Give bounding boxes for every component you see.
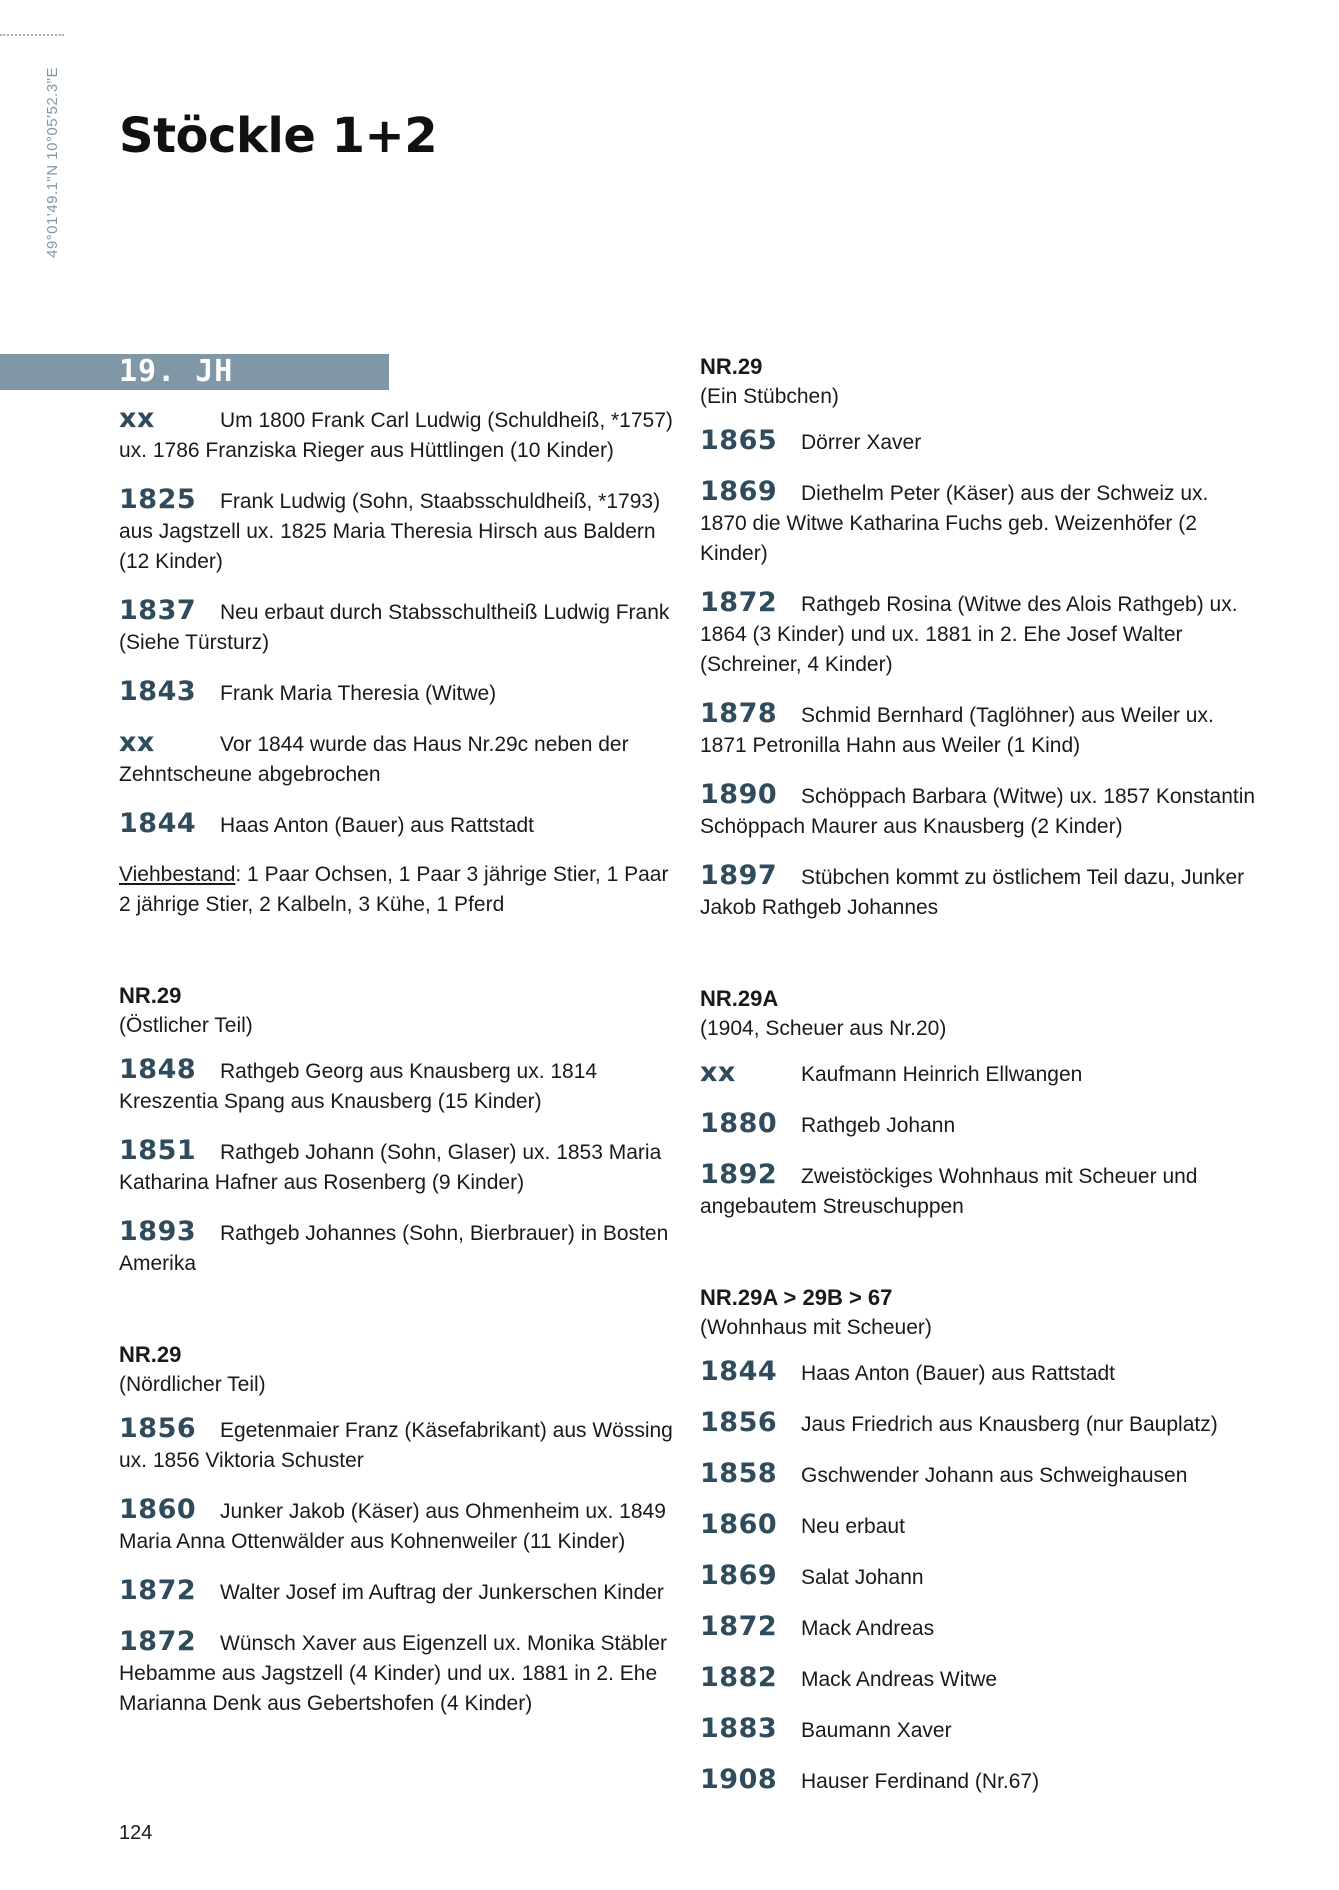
list-item [700, 1561, 1260, 1593]
entry-year: xx [119, 403, 155, 434]
entry-text: Rathgeb Johann (Sohn, Glaser) ux. 1853 Maria Katharina Hafner aus Rosenberg (9 Kinder) [119, 1141, 662, 1194]
entry-year: 1844 [700, 1356, 778, 1387]
entry-text: Dörrer Xaver [801, 431, 922, 454]
list-item [119, 809, 679, 841]
entry-text: Haas Anton (Bauer) aus Rattstadt [220, 814, 535, 837]
entry-text: Hauser Ferdinand (Nr.67) [801, 1770, 1040, 1793]
entry-text: Mack Andreas [801, 1617, 935, 1640]
list-item [700, 1663, 1260, 1695]
entry-text: Vor 1844 wurde das Haus Nr.29c neben der Zehntscheune abgebrochen [119, 733, 629, 786]
entry-year: 1865 [700, 425, 778, 456]
entry-year: xx [700, 1057, 736, 1088]
list-item [700, 477, 1260, 569]
entry-year: 1872 [700, 587, 778, 618]
list-item [119, 677, 679, 709]
entry-text: Kaufmann Heinrich Ellwangen [801, 1063, 1083, 1086]
list-item [700, 1408, 1260, 1440]
entry-year: 1878 [700, 698, 778, 729]
entry-year: 1858 [700, 1458, 778, 1489]
entry-text: Stübchen kommt zu östlichem Teil dazu, Junker Jakob Rathgeb Johannes [700, 866, 1245, 919]
entry-text: Rathgeb Johann [801, 1114, 956, 1137]
section-title: NR.29 [119, 1342, 182, 1367]
section-nr29-east [119, 981, 679, 1279]
section-subtitle: (Östlicher Teil) [119, 1014, 253, 1037]
entry-year: 1872 [700, 1611, 778, 1642]
livestock-label: Viehbestand [119, 863, 236, 886]
entry-text: Mack Andreas Witwe [801, 1668, 998, 1691]
list-item [119, 1414, 679, 1476]
entry-text: Junker Jakob (Käser) aus Ohmenheim ux. 1849 Maria Anna Ottenwälder aus Kohnenweiler (11 Kinder) [119, 1500, 666, 1553]
section-nr29-north [119, 1340, 679, 1719]
list-item [119, 1136, 679, 1198]
entry-year: 1860 [700, 1509, 778, 1540]
entry-text: Salat Johann [801, 1566, 924, 1589]
section-nr29-stuebchen [700, 352, 1260, 923]
entry-text: Egetenmaier Franz (Käsefabrikant) aus Wössing ux. 1856 Viktoria Schuster [119, 1419, 673, 1472]
entry-year: 1860 [119, 1494, 197, 1525]
list-item [119, 1495, 679, 1557]
entry-year: 1825 [119, 484, 197, 515]
left-column [119, 404, 679, 1738]
entry-year: 1856 [700, 1407, 778, 1438]
livestock-note [119, 860, 679, 920]
section-title: NR.29 [119, 983, 182, 1008]
page-number: 124 [119, 1822, 153, 1844]
section-title: NR.29A > 29B > 67 [700, 1285, 893, 1310]
list-item [700, 1160, 1260, 1222]
livestock-text: : 1 Paar Ochsen, 1 Paar 3 jährige Stier, 1 Paar 2 jährige Stier, 2 Kalbeln, 3 Kühe, 1 Pferd [119, 863, 669, 916]
entry-text: Rathgeb Johannes (Sohn, Bierbrauer) in Bosten Amerika [119, 1222, 669, 1275]
entry-text: Schmid Bernhard (Taglöhner) aus Weiler ux. 1871 Petronilla Hahn aus Weiler (1 Kind) [700, 704, 1214, 757]
entry-list [700, 1058, 1260, 1222]
list-item [119, 404, 679, 466]
entry-text: Frank Maria Theresia (Witwe) [220, 682, 497, 705]
entry-year: 1892 [700, 1159, 778, 1190]
list-item [700, 1058, 1260, 1090]
entry-text: Frank Ludwig (Sohn, Staabsschuldheiß, *1793) aus Jagstzell ux. 1825 Maria Theresia Hirsch aus Baldern (12 Kinder) [119, 490, 661, 573]
century-entries [119, 404, 679, 920]
list-item [119, 1055, 679, 1117]
entry-list [119, 404, 679, 841]
entry-list [700, 426, 1260, 923]
list-item [700, 426, 1260, 458]
list-item [700, 1459, 1260, 1491]
entry-year: 1897 [700, 860, 778, 891]
entry-text: Haas Anton (Bauer) aus Rattstadt [801, 1362, 1116, 1385]
section-title: NR.29 [700, 354, 763, 379]
entry-year: 1851 [119, 1135, 197, 1166]
entry-text: Baumann Xaver [801, 1719, 952, 1742]
entry-year: 1848 [119, 1054, 197, 1085]
entry-text: Jaus Friedrich aus Knausberg (nur Bauplatz) [801, 1413, 1218, 1436]
list-item [700, 1714, 1260, 1746]
entry-list [700, 1357, 1260, 1797]
entry-year: 1856 [119, 1413, 197, 1444]
section-subtitle: (Nördlicher Teil) [119, 1373, 266, 1396]
entry-year: 1908 [700, 1764, 778, 1795]
section-nr29a [700, 984, 1260, 1222]
entry-text: Wünsch Xaver aus Eigenzell ux. Monika Stäbler Hebamme aus Jagstzell (4 Kinder) und ux. 1881 in 2. Ehe Marianna Denk aus Gebertshofen (4 Kinder) [119, 1632, 668, 1715]
entry-year: 1872 [119, 1575, 197, 1606]
entry-year: 1844 [119, 808, 197, 839]
entry-text: Schöppach Barbara (Witwe) ux. 1857 Konstantin Schöppach Maurer aus Knausberg (2 Kinder) [700, 785, 1256, 838]
list-item [700, 1510, 1260, 1542]
section-subtitle: (Wohnhaus mit Scheuer) [700, 1316, 932, 1339]
gps-coordinates: 49°01'49.1"N 10°05'52.3"E [44, 66, 61, 258]
section-subtitle: (Ein Stübchen) [700, 385, 839, 408]
entry-year: 1837 [119, 595, 197, 626]
entry-text: Gschwender Johann aus Schweighausen [801, 1464, 1188, 1487]
list-item [700, 1612, 1260, 1644]
list-item [700, 588, 1260, 680]
century-band-label: 19. JH [119, 354, 234, 389]
entry-list [119, 1055, 679, 1279]
entry-year: 1869 [700, 476, 778, 507]
entry-year: 1872 [119, 1626, 197, 1657]
section-title: NR.29A [700, 986, 779, 1011]
page-title: Stöckle 1+2 [119, 108, 438, 164]
entry-year: 1869 [700, 1560, 778, 1591]
entry-year: 1880 [700, 1108, 778, 1139]
section-subtitle: (1904, Scheuer aus Nr.20) [700, 1017, 947, 1040]
list-item [700, 1357, 1260, 1389]
entry-year: 1882 [700, 1662, 778, 1693]
section-nr29a-29b-67 [700, 1283, 1260, 1797]
list-item [119, 485, 679, 577]
entry-year: 1843 [119, 676, 197, 707]
entry-year: 1883 [700, 1713, 778, 1744]
entry-text: Walter Josef im Auftrag der Junkerschen Kinder [220, 1581, 664, 1604]
entry-text: Rathgeb Georg aus Knausberg ux. 1814 Kreszentia Spang aus Knausberg (15 Kinder) [119, 1060, 598, 1113]
list-item [119, 1627, 679, 1719]
list-item [119, 728, 679, 790]
list-item [119, 1576, 679, 1608]
entry-text: Neu erbaut [801, 1515, 905, 1538]
list-item [119, 1217, 679, 1279]
list-item [700, 1765, 1260, 1797]
dotted-rule [0, 34, 64, 36]
entry-text: Zweistöckiges Wohnhaus mit Scheuer und angebautem Streuschuppen [700, 1165, 1198, 1218]
list-item [700, 699, 1260, 761]
entry-year: 1893 [119, 1216, 197, 1247]
entry-text: Um 1800 Frank Carl Ludwig (Schuldheiß, *1757) ux. 1786 Franziska Rieger aus Hüttlingen (10 Kinder) [119, 409, 673, 462]
entry-year: 1890 [700, 779, 778, 810]
entry-text: Neu erbaut durch Stabsschultheiß Ludwig Frank (Siehe Türsturz) [119, 601, 670, 654]
list-item [119, 596, 679, 658]
list-item [700, 861, 1260, 923]
entry-list [119, 1414, 679, 1719]
entry-year: xx [119, 727, 155, 758]
entry-text: Diethelm Peter (Käser) aus der Schweiz ux. 1870 die Witwe Katharina Fuchs geb. Weizenhöfer (2 Kinder) [700, 482, 1209, 565]
list-item [700, 780, 1260, 842]
right-column [700, 352, 1260, 1816]
entry-text: Rathgeb Rosina (Witwe des Alois Rathgeb) ux. 1864 (3 Kinder) und ux. 1881 in 2. Ehe Josef Walter (Schreiner, 4 Kinder) [700, 593, 1238, 676]
list-item [700, 1109, 1260, 1141]
